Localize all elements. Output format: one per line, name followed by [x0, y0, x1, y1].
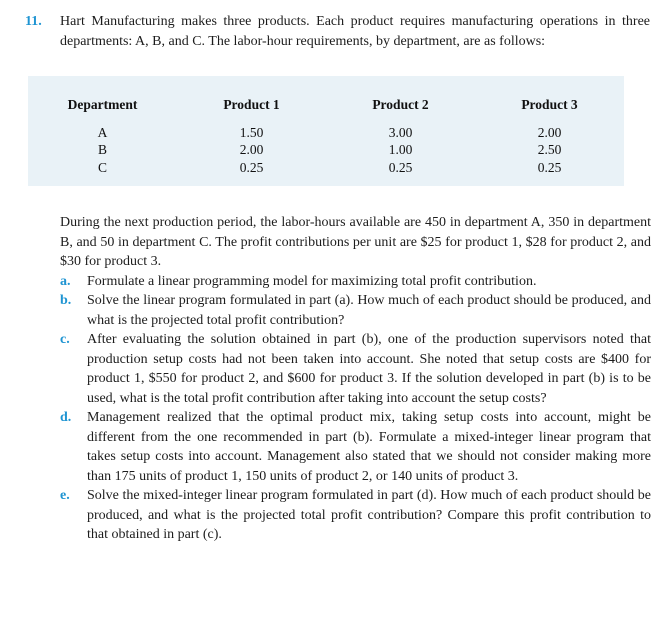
labor-requirements-table-box	[28, 76, 624, 186]
part-label: e.	[60, 488, 70, 503]
problem-body	[60, 213, 651, 545]
part-item-a	[60, 272, 651, 292]
table-cell: 0.25	[537, 159, 562, 175]
lead-paragraph: During the next production period, the labor-hours available are 450 in department A, 350 in department B, and 50 in department C. The profit contributions per unit are $25 for product 1, $28 for product 2, and $30 for product 3.	[60, 215, 651, 269]
part-text: Solve the mixed-integer linear program formulated in part (d). How much of each product should be produced, and what is the projected total profit contribution? Compare this profit contribution to that obtained in part (c).	[87, 488, 651, 542]
table-cell: 2.00	[537, 124, 562, 140]
part-text: Formulate a linear programming model for maximizing total profit contribution.	[87, 273, 537, 289]
table-row	[28, 159, 624, 177]
part-label: a.	[60, 273, 71, 289]
problem-intro-text: Hart Manufacturing makes three products. Each product requires manufacturing operations in three departments: A, B, and C. The labor-hour requirements, by department, are as follows:	[60, 14, 650, 49]
table-header-row	[28, 95, 624, 124]
table-header-product-2: Product 2	[372, 97, 429, 112]
part-text: Solve the linear program formulated in part (a). How much of each product should be produced, and what is the projected total profit contribution?	[87, 293, 651, 328]
table-cell: 2.50	[537, 142, 562, 157]
table-cell: 0.25	[239, 159, 264, 175]
part-label: d.	[60, 410, 72, 425]
part-item-b	[60, 291, 651, 330]
part-item-e	[60, 486, 651, 545]
part-label: c.	[60, 332, 70, 347]
table-header-department: Department	[67, 97, 138, 112]
table-header-product-1: Product 1	[223, 97, 280, 112]
table-header-product-3: Product 3	[521, 97, 578, 112]
table-cell: A	[97, 124, 108, 140]
problem-parts-list	[60, 272, 651, 545]
part-label: b.	[60, 293, 72, 308]
table-cell: 1.50	[239, 124, 264, 140]
part-item-c	[60, 330, 651, 408]
part-text: Management realized that the optimal product mix, taking setup costs into account, might be different from the one recommended in part (b). Formulate a mixed-integer linear program that takes setup costs into account. Management also stated that we should not consider making more than 175 units of product 1, 150 units of product 2, or 140 units of product 3.	[87, 410, 651, 484]
table-cell: 3.00	[388, 124, 413, 140]
part-text: After evaluating the solution obtained in part (b), one of the production supervisors noted that production setup costs had not been taken into account. She noted that setup costs are $400 for product 1, $550 for product 2, and $600 for product 3. If the solution developed in part (b) is to be used, what is the total profit contribution after taking into account the setup costs?	[87, 332, 651, 406]
table-row	[28, 141, 624, 159]
problem-number: 11.	[25, 14, 42, 29]
table-cell: 2.00	[239, 142, 264, 157]
table-cell: 1.00	[388, 142, 413, 157]
labor-requirements-table	[28, 95, 624, 176]
table-cell: C	[97, 159, 107, 175]
table-cell: 0.25	[388, 159, 413, 175]
part-item-d	[60, 408, 651, 486]
table-row	[28, 124, 624, 142]
table-cell: B	[97, 142, 107, 157]
